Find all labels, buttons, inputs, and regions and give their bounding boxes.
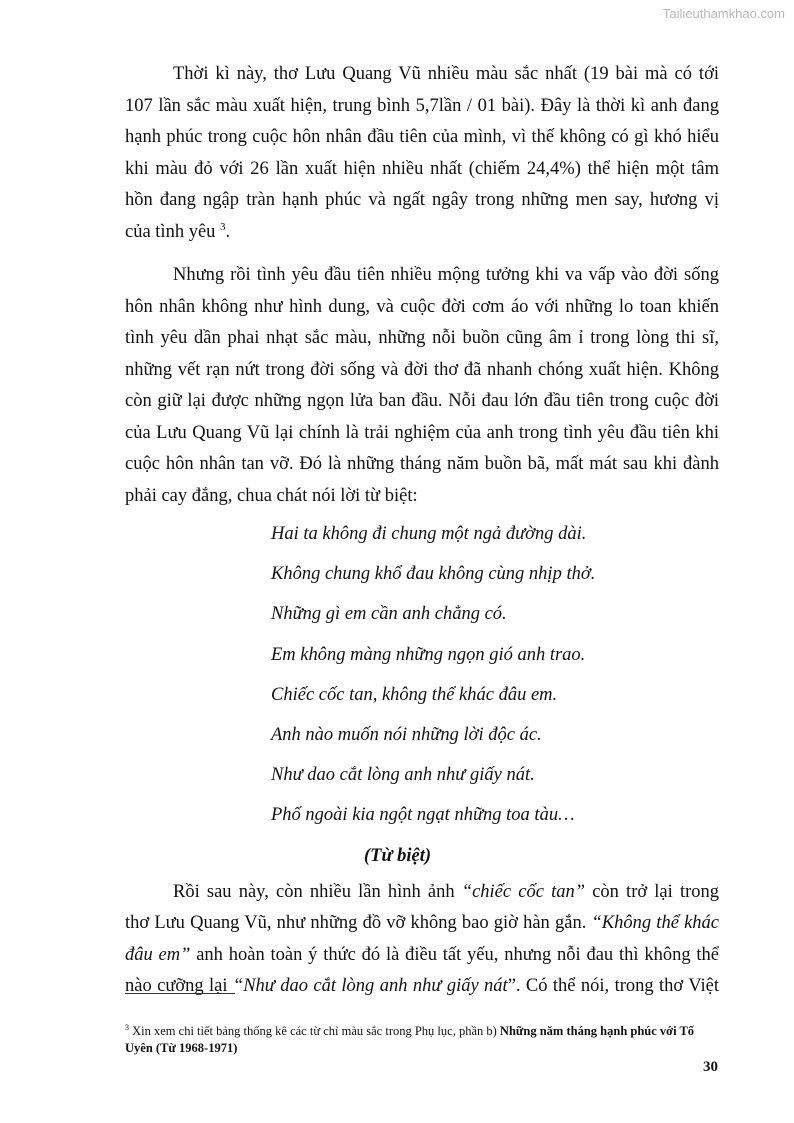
footnote-bold-text: Những năm tháng hạnh phúc với Tố Uyên (Từ 1968-1971) — [125, 1024, 695, 1055]
text-line — [125, 971, 719, 1003]
text-line: hạnh phúc trong cuộc hôn nhân đầu tiên của mình, vì thế không có gì khó hiểu — [125, 127, 719, 147]
watermark: Tailieuthamkhao.com — [662, 6, 785, 21]
text-line: khi màu đỏ với 26 lần xuất hiện nhiều nhất (chiếm 24,4%) thể hiện một tâm — [125, 158, 719, 179]
text-line: tình yêu dần phai nhạt sắc màu, những nỗi buồn cũng âm ỉ trong lòng thi sĩ, — [125, 328, 719, 348]
paragraph-1 — [125, 59, 719, 248]
footnote-divider — [125, 993, 235, 994]
text-line — [125, 217, 719, 249]
text-line: Thời kì này, thơ Lưu Quang Vũ nhiều màu sắc nhất (19 bài mà có tới — [173, 64, 719, 84]
body-text — [125, 59, 719, 1003]
poem-line: Như dao cắt lòng anh như giấy nát. — [271, 765, 535, 786]
text-fragment: còn trở lại trong — [585, 881, 719, 902]
footnote-reference[interactable]: 3 — [220, 220, 226, 233]
text-fragment: anh hoàn toàn ý thức đó là điều tất yếu, nhưng nỗi đau thì không thể — [190, 944, 719, 965]
poem-title: (Từ biệt) — [364, 845, 432, 866]
text-line: những vết rạn nứt trong đời sống và đời thơ đã nhanh chóng xuất hiện. Không — [125, 359, 719, 380]
paragraph-3 — [125, 877, 719, 1003]
footnote — [125, 1023, 719, 1057]
text-line: phải cay đắng, chua chát nói lời từ biệt: — [125, 485, 418, 506]
text-line: cuộc hôn nhân tan vỡ. Đó là những tháng năm buồn bã, mất mát sau khi đành — [125, 454, 719, 474]
text-fragment: . — [225, 221, 231, 242]
text-line: Nhưng rồi tình yêu đầu tiên nhiều mộng tưởng khi va vấp vào đời sống — [173, 265, 719, 285]
footnote-text: Xin xem chi tiết bảng thống kê các từ chỉ màu sắc trong Phụ lục, phần b) — [129, 1024, 500, 1038]
quote-fragment: “chiếc cốc tan” — [461, 881, 586, 902]
poem-line: Phố ngoài kia ngột ngạt những toa tàu… — [271, 805, 575, 826]
text-line — [125, 877, 719, 909]
quote-fragment: đâu em” — [125, 944, 191, 965]
text-line: 107 lần sắc màu xuất hiện, trung bình 5,7lần / 01 bài). Đây là thời kì anh đang — [125, 95, 719, 116]
poem — [271, 514, 719, 836]
text-line: hôn nhân không như hình dung, và cuộc đời cơm áo với những lo toan khiến — [125, 296, 719, 317]
footnote-number: 3 — [125, 1023, 129, 1032]
poem-line: Không chung khổ đau không cùng nhịp thở. — [271, 564, 596, 585]
quote-fragment: “Không thể khác — [591, 913, 719, 934]
text-line — [125, 908, 719, 940]
quote-fragment: “Như dao cắt lòng anh như giấy nát — [232, 976, 508, 997]
text-fragment: nào cưỡng lại — [125, 976, 233, 997]
text-line: của Lưu Quang Vũ lại chính là trải nghiệm của anh trong tình yêu đầu tiên khi — [125, 422, 719, 443]
poem-line: Anh nào muốn nói những lời độc ác. — [271, 725, 542, 746]
text-fragment: Rồi sau này, còn nhiều lần hình ảnh — [173, 881, 462, 902]
page-number: 30 — [703, 1059, 718, 1075]
paragraph-2 — [125, 260, 719, 512]
text-fragment: của tình yêu — [125, 221, 221, 242]
text-line: còn giữ lại được những ngọn lửa ban đầu. Nỗi đau lớn đầu tiên trong cuộc đời — [125, 391, 719, 411]
poem-line: Hai ta không đi chung một ngả đường dài. — [271, 524, 587, 544]
text-fragment: ”. Có thể nói, trong thơ Việt — [507, 976, 719, 997]
text-line — [125, 940, 719, 972]
poem-line: Những gì em cần anh chẳng có. — [271, 604, 507, 625]
poem-line: Em không màng những ngọn gió anh trao. — [271, 644, 586, 665]
text-fragment: thơ Lưu Quang Vũ, như những đồ vỡ không bao giờ hàn gắn. — [125, 913, 592, 934]
text-line: hồn đang ngập tràn hạnh phúc và ngất ngây trong những men say, hương vị — [125, 190, 719, 210]
poem-line: Chiếc cốc tan, không thể khác đâu em. — [271, 684, 558, 705]
